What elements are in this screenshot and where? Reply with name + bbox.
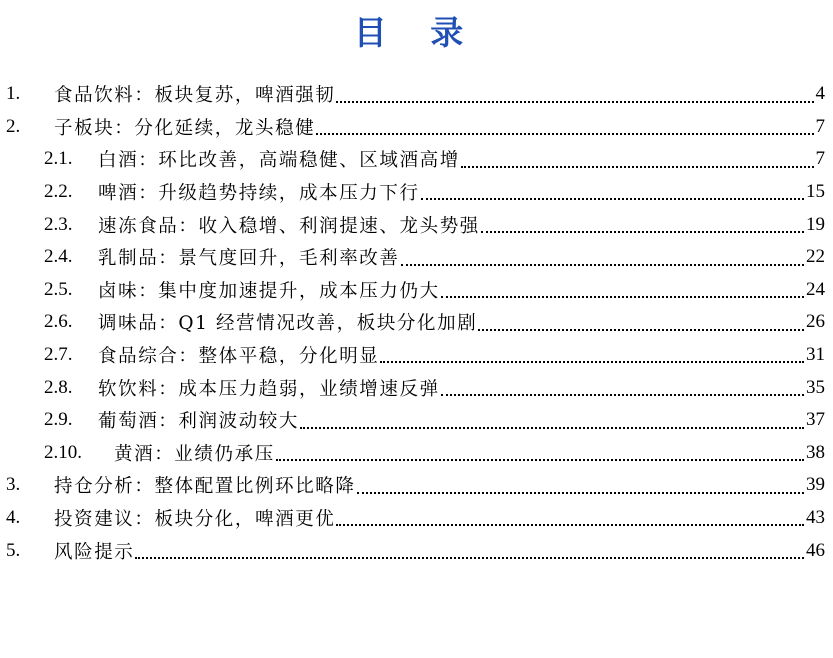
toc-entry-label: 卤味：集中度加速提升，成本压力仍大 xyxy=(98,280,440,302)
dot-leader xyxy=(401,263,804,266)
dot-leader xyxy=(441,393,804,396)
toc-entry-page: 15 xyxy=(806,181,825,203)
dot-leader xyxy=(481,230,804,233)
toc-entry[interactable] xyxy=(0,404,833,437)
toc-entry[interactable] xyxy=(0,502,833,535)
toc-entry-number: 2.10. xyxy=(44,441,82,463)
toc-entry[interactable] xyxy=(0,437,833,470)
dot-leader xyxy=(357,491,804,494)
toc-entry-number: 2.5. xyxy=(44,278,73,300)
toc-entry[interactable] xyxy=(0,469,833,502)
toc-entry-page: 35 xyxy=(806,376,825,398)
toc-entry-number: 2.4. xyxy=(44,246,73,268)
toc-entry[interactable] xyxy=(0,208,833,241)
toc-entry-page: 37 xyxy=(806,409,825,431)
toc-entry-label: 食品饮料：板块复苏，啤酒强韧 xyxy=(54,85,336,107)
dot-leader xyxy=(461,165,814,168)
dot-leader xyxy=(380,360,804,363)
toc-entry-number: 2.3. xyxy=(44,213,73,235)
toc-entry[interactable] xyxy=(0,143,833,176)
toc-entry-number: 3. xyxy=(6,474,21,496)
toc-entry-page: 39 xyxy=(806,474,825,496)
toc-entry-number: 2. xyxy=(6,115,21,137)
toc-entry[interactable] xyxy=(0,534,833,567)
toc-entry[interactable] xyxy=(0,241,833,274)
toc-entry-number: 2.8. xyxy=(44,376,73,398)
toc-entry[interactable] xyxy=(0,111,833,144)
table-of-contents xyxy=(0,78,833,567)
toc-entry-page: 7 xyxy=(815,115,825,137)
toc-entry-page: 24 xyxy=(806,278,825,300)
toc-entry-number: 2.2. xyxy=(44,181,73,203)
toc-entry-label: 风险提示 xyxy=(54,541,135,563)
toc-entry-page: 26 xyxy=(806,311,825,333)
toc-entry-label: 葡萄酒：利润波动较大 xyxy=(98,411,300,433)
dot-leader xyxy=(336,523,804,526)
toc-entry-number: 2.9. xyxy=(44,409,73,431)
toc-entry[interactable] xyxy=(0,306,833,339)
toc-entry[interactable] xyxy=(0,274,833,307)
toc-entry-number: 4. xyxy=(6,507,21,529)
toc-entry-label: 黄酒：业绩仍承压 xyxy=(114,443,275,465)
toc-entry-label: 调味品：Q1 经营情况改善，板块分化加剧 xyxy=(98,313,478,335)
toc-entry[interactable] xyxy=(0,339,833,372)
toc-entry-number: 1. xyxy=(6,83,21,105)
toc-entry-label: 速冻食品：收入稳增、利润提速、龙头势强 xyxy=(98,215,480,237)
toc-entry-page: 38 xyxy=(806,441,825,463)
toc-entry[interactable] xyxy=(0,176,833,209)
dot-leader xyxy=(276,458,804,461)
dot-leader xyxy=(478,328,804,331)
toc-entry-number: 2.7. xyxy=(44,344,73,366)
toc-entry-label: 子板块：分化延续，龙头稳健 xyxy=(54,117,316,139)
dot-leader xyxy=(135,556,804,559)
toc-entry-page: 7 xyxy=(815,148,825,170)
toc-entry[interactable] xyxy=(0,78,833,111)
dot-leader xyxy=(336,100,813,103)
toc-entry-number: 5. xyxy=(6,539,21,561)
toc-entry-label: 乳制品：景气度回升，毛利率改善 xyxy=(98,248,400,270)
toc-entry-page: 31 xyxy=(806,344,825,366)
dot-leader xyxy=(441,295,804,298)
dot-leader xyxy=(300,426,804,429)
toc-entry-page: 46 xyxy=(806,539,825,561)
dot-leader xyxy=(316,132,813,135)
toc-entry-number: 2.1. xyxy=(44,148,73,170)
toc-entry[interactable] xyxy=(0,371,833,404)
toc-entry-page: 22 xyxy=(806,246,825,268)
page-title: 目 录 xyxy=(353,13,480,52)
toc-entry-number: 2.6. xyxy=(44,311,73,333)
toc-entry-page: 4 xyxy=(815,83,825,105)
toc-entry-label: 软饮料：成本压力趋弱，业绩增速反弹 xyxy=(98,378,440,400)
toc-entry-page: 43 xyxy=(806,507,825,529)
toc-entry-label: 白酒：环比改善，高端稳健、区域酒高增 xyxy=(98,150,460,172)
toc-entry-label: 持仓分析：整体配置比例环比略降 xyxy=(54,476,356,498)
dot-leader xyxy=(421,197,804,200)
toc-entry-label: 啤酒：升级趋势持续，成本压力下行 xyxy=(98,183,420,205)
toc-entry-label: 食品综合：整体平稳，分化明显 xyxy=(98,346,380,368)
toc-entry-page: 19 xyxy=(806,213,825,235)
toc-entry-label: 投资建议：板块分化，啤酒更优 xyxy=(54,509,336,531)
